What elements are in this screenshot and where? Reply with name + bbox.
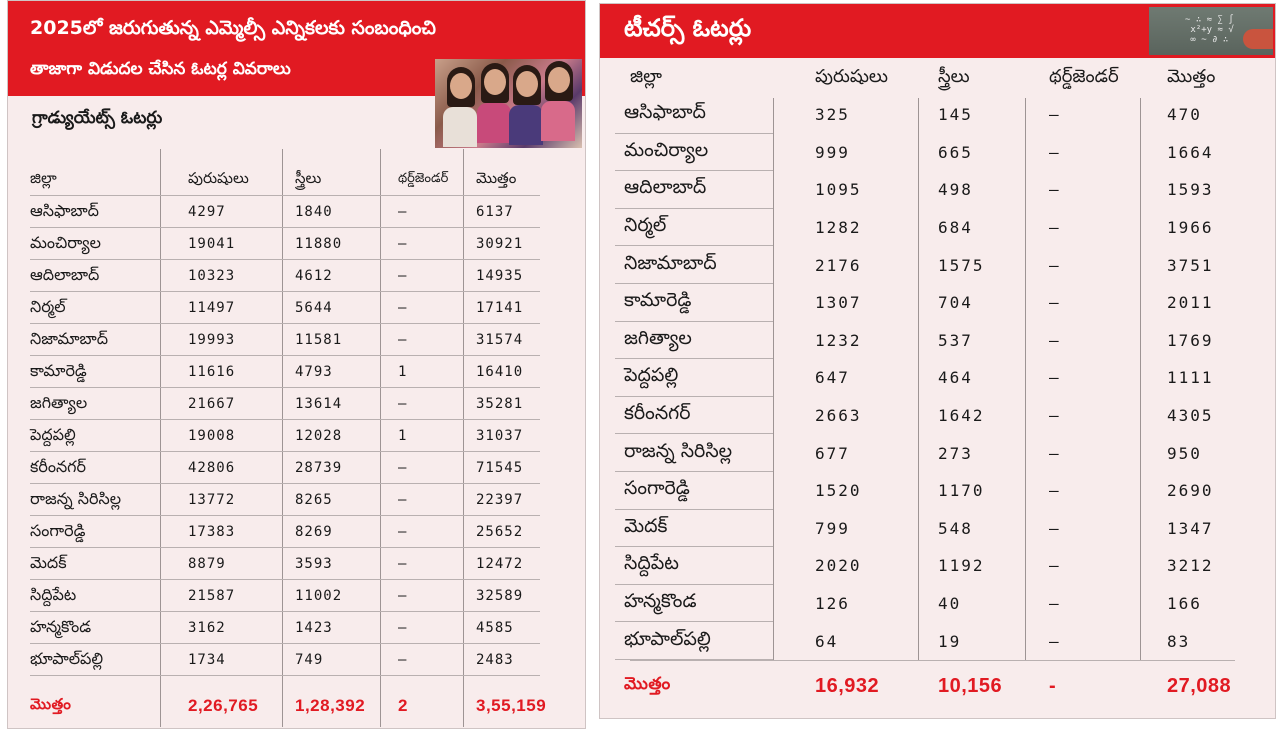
women-cell: 704 — [938, 293, 973, 313]
third-gender-cell: 1 — [398, 364, 407, 380]
women-cell: 11002 — [295, 588, 343, 604]
table-row — [8, 548, 585, 580]
district-cell: మెదక్ — [30, 552, 67, 572]
district-cell: హన్మకొండ — [624, 590, 697, 613]
header-line-2: తాజాగా విడుదల చేసిన ఓటర్ల వివరాలు — [30, 59, 291, 79]
total-label: మొత్తం — [30, 695, 72, 713]
men-cell: 64 — [815, 631, 839, 651]
men-cell: 2663 — [815, 406, 862, 426]
district-cell: భూపాల్‌పల్లి — [30, 648, 104, 668]
students-photo — [435, 59, 582, 148]
men-cell: 325 — [815, 105, 850, 125]
men-cell: 1232 — [815, 330, 862, 350]
men-cell: 8879 — [188, 556, 226, 572]
third-gender-cell: – — [398, 588, 407, 604]
men-cell: 17383 — [188, 524, 236, 540]
third-gender-cell: – — [398, 236, 407, 252]
district-cell: నిజామాబాద్ — [30, 328, 108, 348]
third-gender-cell: – — [398, 492, 407, 508]
table-row — [600, 359, 1275, 397]
women-cell: 11581 — [295, 332, 343, 348]
table-row — [8, 484, 585, 516]
women-cell: 19 — [938, 631, 962, 651]
third-gender-cell: – — [1049, 330, 1059, 350]
total-cell: 31574 — [476, 332, 524, 348]
table-header-row — [600, 60, 1275, 97]
district-cell: ఆదిలాబాద్ — [30, 264, 100, 284]
district-cell: సిద్దిపేట — [624, 552, 679, 575]
table-row — [8, 292, 585, 324]
district-cell: ఆసిఫాబాద్ — [624, 101, 706, 124]
women-cell: 3593 — [295, 556, 333, 572]
column-header-total: మొత్తం — [1167, 66, 1216, 87]
men-cell: 4297 — [188, 204, 226, 220]
women-cell: 13614 — [295, 396, 343, 412]
district-cell: సంగారెడ్డి — [624, 477, 690, 500]
men-cell: 11497 — [188, 300, 236, 316]
district-cell: మంచిర్యాల — [624, 138, 709, 161]
total-cell: 35281 — [476, 396, 524, 412]
table-row — [600, 547, 1275, 585]
women-cell: 11880 — [295, 236, 343, 252]
third-gender-cell: – — [1049, 180, 1059, 200]
third-gender-cell: – — [398, 652, 407, 668]
total-third-gender: 2 — [398, 696, 408, 715]
total-cell: 166 — [1167, 594, 1202, 614]
table-row — [600, 510, 1275, 548]
total-cell: 31037 — [476, 428, 524, 444]
total-cell: 12472 — [476, 556, 524, 572]
table-row — [600, 246, 1275, 284]
total-cell: 1593 — [1167, 180, 1214, 200]
third-gender-cell: – — [398, 460, 407, 476]
third-gender-cell: – — [1049, 443, 1059, 463]
teachers-title: టీచర్స్ ఓటర్లు — [624, 14, 752, 42]
women-cell: 4793 — [295, 364, 333, 380]
table-row — [600, 472, 1275, 510]
district-cell: నిర్మల్ — [624, 214, 667, 237]
table-total-row — [600, 666, 1275, 706]
third-gender-cell: – — [1049, 255, 1059, 275]
men-cell: 677 — [815, 443, 850, 463]
men-cell: 126 — [815, 594, 850, 614]
total-cell: 17141 — [476, 300, 524, 316]
third-gender-cell: – — [1049, 631, 1059, 651]
column-header-district: జిల్లా — [30, 169, 57, 187]
total-men: 2,26,765 — [188, 696, 259, 715]
men-cell: 19008 — [188, 428, 236, 444]
district-cell: మెదక్ — [624, 514, 668, 537]
total-all: 27,088 — [1167, 674, 1232, 697]
men-cell: 1282 — [815, 218, 862, 238]
men-cell: 1734 — [188, 652, 226, 668]
table-header-row — [8, 164, 585, 196]
women-cell: 8265 — [295, 492, 333, 508]
table-row — [8, 356, 585, 388]
table-row — [600, 322, 1275, 360]
men-cell: 999 — [815, 142, 850, 162]
district-cell: హన్మకొండ — [30, 616, 92, 636]
total-cell: 30921 — [476, 236, 524, 252]
table-row — [600, 585, 1275, 623]
total-women: 10,156 — [938, 674, 1003, 697]
men-cell: 42806 — [188, 460, 236, 476]
table-row — [8, 612, 585, 644]
total-all: 3,55,159 — [476, 696, 547, 715]
table-row — [8, 228, 585, 260]
district-cell: రాజన్న సిరిసిల్ల — [30, 488, 122, 508]
column-header-third-gender: థర్డ్‌జెండర్ — [398, 171, 449, 186]
column-header-district: జిల్లా — [630, 66, 663, 87]
total-label: మొత్తం — [624, 674, 671, 694]
header-line-1: 2025లో జరుగుతున్న ఎమ్మెల్సీ ఎన్నికలకు సంబంధించి — [30, 17, 436, 39]
table-row — [8, 516, 585, 548]
district-cell: నిర్మల్ — [30, 296, 66, 316]
total-cell: 470 — [1167, 105, 1202, 125]
women-cell: 1642 — [938, 406, 985, 426]
column-header-men: పురుషులు — [188, 169, 249, 187]
district-cell: ఆదిలాబాద్ — [624, 176, 707, 199]
women-cell: 498 — [938, 180, 973, 200]
third-gender-cell: – — [398, 268, 407, 284]
men-cell: 19993 — [188, 332, 236, 348]
table-row — [8, 644, 585, 676]
men-cell: 1095 — [815, 180, 862, 200]
women-cell: 5644 — [295, 300, 333, 316]
women-cell: 8269 — [295, 524, 333, 540]
men-cell: 1520 — [815, 481, 862, 501]
district-cell: రాజన్న సిరిసిల్ల — [624, 439, 733, 462]
third-gender-cell: – — [398, 332, 407, 348]
total-third-gender: - — [1049, 674, 1057, 697]
third-gender-cell: – — [1049, 218, 1059, 238]
total-cell: 16410 — [476, 364, 524, 380]
total-cell: 2011 — [1167, 293, 1214, 313]
third-gender-cell: – — [1049, 368, 1059, 388]
total-cell: 1769 — [1167, 330, 1214, 350]
total-cell: 2483 — [476, 652, 514, 668]
district-cell: జగిత్యాల — [30, 392, 88, 412]
women-cell: 273 — [938, 443, 973, 463]
table-row — [600, 434, 1275, 472]
table-row — [600, 171, 1275, 209]
district-cell: ఆసిఫాబాద్ — [30, 200, 99, 220]
total-cell: 1111 — [1167, 368, 1214, 388]
men-cell: 647 — [815, 368, 850, 388]
women-cell: 684 — [938, 218, 973, 238]
graduates-subtitle: గ్రాడ్యుయేట్స్ ఓటర్లు — [32, 108, 163, 128]
women-cell: 537 — [938, 330, 973, 350]
third-gender-cell: – — [1049, 594, 1059, 614]
third-gender-cell: – — [398, 524, 407, 540]
table-row — [600, 622, 1275, 660]
third-gender-cell: 1 — [398, 428, 407, 444]
table-row — [600, 134, 1275, 172]
district-cell: కామారెడ్డి — [624, 289, 692, 312]
third-gender-cell: – — [1049, 105, 1059, 125]
table-row — [600, 397, 1275, 435]
total-cell: 22397 — [476, 492, 524, 508]
women-cell: 1575 — [938, 255, 985, 275]
total-cell: 25652 — [476, 524, 524, 540]
men-cell: 13772 — [188, 492, 236, 508]
men-cell: 19041 — [188, 236, 236, 252]
table-row — [8, 196, 585, 228]
total-cell: 1664 — [1167, 142, 1214, 162]
district-cell: భూపాల్‌పల్లి — [624, 627, 711, 650]
third-gender-cell: – — [1049, 142, 1059, 162]
total-cell: 950 — [1167, 443, 1202, 463]
table-row — [8, 260, 585, 292]
third-gender-cell: – — [398, 396, 407, 412]
women-cell: 12028 — [295, 428, 343, 444]
women-cell: 665 — [938, 142, 973, 162]
table-total-row — [8, 689, 585, 723]
total-cell: 1966 — [1167, 218, 1214, 238]
table-row — [600, 209, 1275, 247]
total-men: 16,932 — [815, 674, 880, 697]
total-cell: 2690 — [1167, 481, 1214, 501]
men-cell: 799 — [815, 518, 850, 538]
third-gender-cell: – — [1049, 481, 1059, 501]
district-cell: కామారెడ్డి — [30, 360, 87, 380]
total-cell: 32589 — [476, 588, 524, 604]
total-cell: 1347 — [1167, 518, 1214, 538]
table-row — [8, 580, 585, 612]
women-cell: 28739 — [295, 460, 343, 476]
table-row — [8, 420, 585, 452]
women-cell: 40 — [938, 594, 962, 614]
third-gender-cell: – — [1049, 518, 1059, 538]
table-row — [8, 324, 585, 356]
table-row — [8, 388, 585, 420]
table-row — [600, 284, 1275, 322]
men-cell: 21587 — [188, 588, 236, 604]
men-cell: 3162 — [188, 620, 226, 636]
district-cell: సంగారెడ్డి — [30, 520, 86, 540]
women-cell: 1840 — [295, 204, 333, 220]
women-cell: 1192 — [938, 556, 985, 576]
column-header-third-gender: థర్డ్‌జెండర్ — [1049, 66, 1119, 87]
men-cell: 21667 — [188, 396, 236, 412]
column-header-total: మొత్తం — [476, 169, 517, 187]
table-row — [8, 452, 585, 484]
graduates-voters-panel — [7, 0, 586, 729]
total-cell: 83 — [1167, 631, 1191, 651]
total-cell: 4585 — [476, 620, 514, 636]
women-cell: 1170 — [938, 481, 985, 501]
third-gender-cell: – — [1049, 293, 1059, 313]
district-cell: కరీంనగర్ — [624, 402, 691, 425]
column-header-women: స్త్రీలు — [938, 66, 970, 87]
column-header-men: పురుషులు — [815, 66, 888, 87]
men-cell: 10323 — [188, 268, 236, 284]
women-cell: 749 — [295, 652, 324, 668]
total-cell: 4305 — [1167, 406, 1214, 426]
district-cell: నిజామాబాద్ — [624, 251, 717, 274]
third-gender-cell: – — [1049, 406, 1059, 426]
teachers-voters-panel — [599, 3, 1276, 719]
table-row — [600, 96, 1275, 134]
women-cell: 464 — [938, 368, 973, 388]
district-cell: జగిత్యాల — [624, 326, 692, 349]
district-cell: పెద్దపల్లి — [624, 364, 679, 387]
third-gender-cell: – — [398, 300, 407, 316]
third-gender-cell: – — [1049, 556, 1059, 576]
column-header-women: స్త్రీలు — [295, 169, 322, 187]
blackboard-photo: ~ ∴ ≈ ∑ ∫ x²+y ≈ √ ∞ ~ ∂ ∴ — [1149, 7, 1273, 55]
total-cell: 71545 — [476, 460, 524, 476]
district-cell: కరీంనగర్ — [30, 456, 87, 476]
total-cell: 3212 — [1167, 556, 1214, 576]
district-cell: మంచిర్యాల — [30, 232, 101, 252]
total-cell: 3751 — [1167, 255, 1214, 275]
women-cell: 4612 — [295, 268, 333, 284]
men-cell: 1307 — [815, 293, 862, 313]
men-cell: 2020 — [815, 556, 862, 576]
women-cell: 145 — [938, 105, 973, 125]
third-gender-cell: – — [398, 620, 407, 636]
district-cell: పెద్దపల్లి — [30, 424, 76, 444]
total-cell: 6137 — [476, 204, 514, 220]
total-women: 1,28,392 — [295, 696, 366, 715]
women-cell: 548 — [938, 518, 973, 538]
district-cell: సిద్దిపేట — [30, 584, 77, 604]
women-cell: 1423 — [295, 620, 333, 636]
total-cell: 14935 — [476, 268, 524, 284]
men-cell: 11616 — [188, 364, 236, 380]
third-gender-cell: – — [398, 556, 407, 572]
third-gender-cell: – — [398, 204, 407, 220]
men-cell: 2176 — [815, 255, 862, 275]
